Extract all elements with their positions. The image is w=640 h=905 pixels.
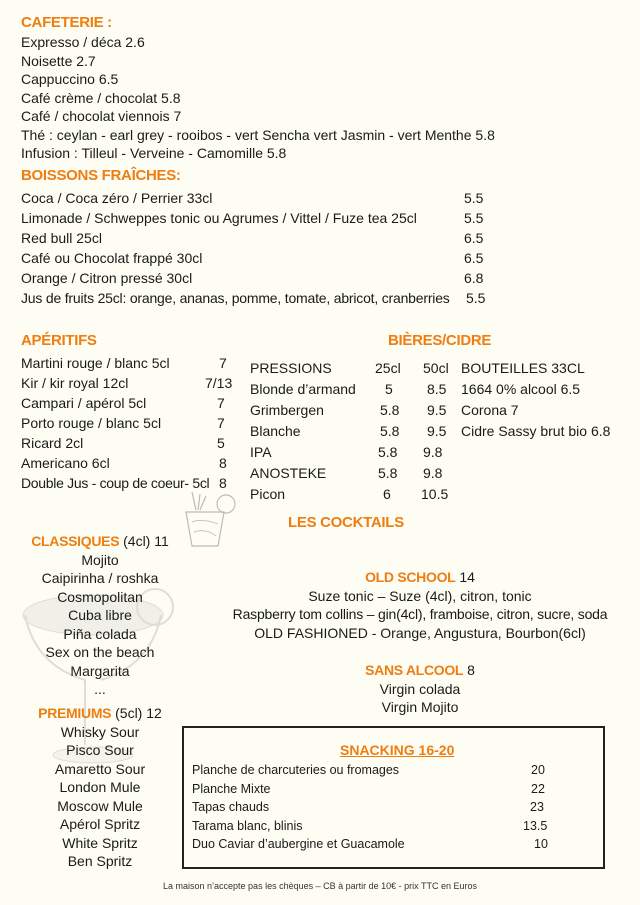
old-school-heading: OLD SCHOOL bbox=[365, 569, 456, 585]
pression-25: 5.8 bbox=[380, 402, 400, 418]
old-school-item: Suze tonic – Suze (4cl), citron, tonic bbox=[308, 587, 532, 604]
classiques-heading: CLASSIQUES bbox=[31, 533, 120, 549]
pression-25: 5.8 bbox=[380, 423, 400, 439]
aperitif-price: 5 bbox=[217, 435, 225, 451]
classique-item: Cuba libre bbox=[68, 607, 132, 623]
sans-alcool-section bbox=[200, 661, 640, 717]
premiums-price: (5cl) 12 bbox=[111, 705, 162, 721]
premium-item: Ben Spritz bbox=[67, 853, 133, 869]
premium-item: Whisky Sour bbox=[60, 723, 140, 740]
cafeterie-list bbox=[21, 33, 495, 163]
pressions-col-50cl: 50cl bbox=[423, 360, 449, 376]
aperitif-name: Porto rouge / blanc 5cl bbox=[21, 415, 162, 431]
premiums-section bbox=[10, 704, 190, 871]
cafeterie-item: Thé : ceylan - earl grey - rooibos - vert Sencha vert Jasmin - vert Menthe 5.8 bbox=[21, 126, 495, 143]
sans-alcool-heading: SANS ALCOOL bbox=[365, 662, 464, 678]
snack-name: Tarama blanc, blinis bbox=[192, 819, 303, 833]
footer-note: La maison n’accepte pas les chèques – CB à partir de 10€ - prix TTC en Euros bbox=[163, 881, 477, 891]
pression-50: 9.5 bbox=[427, 402, 447, 418]
pression-25: 5 bbox=[385, 381, 393, 397]
bouteille-item: Corona 7 bbox=[461, 402, 519, 418]
pression-25: 5.8 bbox=[378, 465, 398, 481]
cafeterie-item: Café crème / chocolat 5.8 bbox=[21, 89, 181, 106]
aperitif-price: 7 bbox=[219, 355, 227, 371]
bouteille-item: Cidre Sassy brut bio 6.8 bbox=[461, 423, 611, 439]
aperitif-price: 8 bbox=[219, 455, 227, 471]
premiums-heading: PREMIUMS bbox=[38, 705, 112, 721]
cafeterie-item: Café / chocolat viennois 7 bbox=[21, 108, 182, 124]
boissons-item-name: Orange / Citron pressé 30cl bbox=[21, 270, 193, 286]
snack-name: Planche Mixte bbox=[192, 782, 271, 796]
premium-item: Moscow Mule bbox=[57, 797, 143, 814]
aperitif-price: 7 bbox=[217, 395, 225, 411]
cafeterie-heading: CAFETERIE : bbox=[21, 14, 112, 31]
snack-price: 10 bbox=[534, 837, 548, 851]
classique-item: Cosmopolitan bbox=[57, 588, 143, 605]
boissons-item-name: Café ou Chocolat frappé 30cl bbox=[21, 250, 203, 266]
cocktails-heading: LES COCKTAILS bbox=[288, 514, 404, 531]
pressions-header: PRESSIONS bbox=[250, 360, 332, 376]
classique-item: Mojito bbox=[81, 551, 119, 568]
snack-name: Planche de charcuteries ou fromages bbox=[192, 763, 400, 777]
boissons-item-name: Coca / Coca zéro / Perrier 33cl bbox=[21, 190, 213, 206]
sans-alcool-item: Virgin Mojito bbox=[381, 699, 459, 715]
snack-price: 20 bbox=[531, 763, 545, 777]
aperitif-price: 8 bbox=[219, 475, 227, 491]
pressions-col-25cl: 25cl bbox=[375, 360, 401, 376]
pression-50: 10.5 bbox=[421, 486, 449, 502]
old-school-price: 14 bbox=[455, 569, 475, 585]
classique-item: ... bbox=[94, 681, 106, 697]
aperitif-name: Kir / kir royal 12cl bbox=[21, 375, 129, 391]
premium-item: London Mule bbox=[59, 779, 141, 795]
classiques-section bbox=[10, 532, 190, 699]
pression-name: Grimbergen bbox=[250, 402, 324, 418]
pression-50: 9.8 bbox=[423, 444, 443, 460]
snack-price: 23 bbox=[530, 800, 544, 814]
old-school-item: OLD FASHIONED - Orange, Angustura, Bourbon(6cl) bbox=[254, 624, 586, 641]
pression-50: 9.8 bbox=[423, 465, 443, 481]
pression-name: Blonde d’armand bbox=[250, 381, 356, 397]
premium-item: Pisco Sour bbox=[66, 742, 134, 758]
snack-price: 22 bbox=[531, 782, 545, 796]
classiques-price: (4cl) 11 bbox=[119, 533, 169, 549]
aperitif-name: Martini rouge / blanc 5cl bbox=[21, 355, 170, 371]
aperitif-name: Double Jus - coup de coeur- 5cl bbox=[21, 475, 210, 491]
snack-price: 13.5 bbox=[523, 819, 548, 833]
snack-name: Duo Caviar d’aubergine et Guacamole bbox=[192, 837, 405, 851]
snack-name: Tapas chauds bbox=[192, 800, 270, 814]
boissons-item-name: Jus de fruits 25cl: orange, ananas, pomme, tomate, abricot, cranberries bbox=[21, 290, 450, 306]
boissons-item-price: 6.8 bbox=[464, 270, 484, 286]
bieres-heading: BIÈRES/CIDRE bbox=[388, 332, 492, 349]
cafeterie-item: Infusion : Tilleul - Verveine - Camomille 5.8 bbox=[21, 145, 287, 161]
cafeterie-item: Expresso / déca 2.6 bbox=[21, 34, 145, 50]
premium-item: Amaretto Sour bbox=[54, 760, 146, 777]
snacking-box bbox=[182, 726, 605, 869]
aperitifs-heading: APÉRITIFS bbox=[21, 332, 97, 349]
pression-25: 5.8 bbox=[378, 444, 398, 460]
cafeterie-item: Cappuccino 6.5 bbox=[21, 71, 119, 87]
pression-name: Picon bbox=[250, 486, 286, 502]
boissons-item-price: 6.5 bbox=[464, 230, 484, 246]
boissons-item-name: Limonade / Schweppes tonic ou Agrumes / Vittel / Fuze tea 25cl bbox=[21, 210, 417, 226]
aperitif-price: 7 bbox=[217, 415, 225, 431]
sans-alcool-item: Virgin colada bbox=[379, 680, 461, 697]
aperitif-price: 7/13 bbox=[205, 375, 233, 391]
boissons-item-price: 5.5 bbox=[464, 210, 484, 226]
boissons-item-price: 6.5 bbox=[464, 250, 484, 266]
bouteilles-header: BOUTEILLES 33CL bbox=[461, 360, 585, 376]
old-school-section bbox=[200, 568, 640, 642]
pression-50: 9.5 bbox=[427, 423, 447, 439]
boissons-item-price: 5.5 bbox=[464, 190, 484, 206]
classique-item: Caipirinha / roshka bbox=[41, 570, 159, 586]
aperitif-name: Americano 6cl bbox=[21, 455, 110, 471]
pression-name: ANOSTEKE bbox=[250, 465, 327, 481]
sans-alcool-price: 8 bbox=[463, 662, 475, 678]
pression-name: IPA bbox=[250, 444, 272, 460]
cafeterie-item: Noisette 2.7 bbox=[21, 52, 96, 69]
aperitif-name: Ricard 2cl bbox=[21, 435, 84, 451]
boissons-item-name: Red bull 25cl bbox=[21, 230, 102, 246]
aperitif-name: Campari / apérol 5cl bbox=[21, 395, 147, 411]
pression-name: Blanche bbox=[250, 423, 301, 439]
classique-item: Sex on the beach bbox=[45, 644, 155, 660]
old-school-item: Raspberry tom collins – gin(4cl), framboise, citron, sucre, soda bbox=[232, 606, 608, 622]
snacking-heading: SNACKING 16-20 bbox=[340, 742, 455, 758]
premium-item: Apérol Spritz bbox=[59, 816, 141, 832]
boissons-heading: BOISSONS FRAÎCHES: bbox=[21, 167, 181, 184]
classique-item: Margarita bbox=[70, 662, 130, 679]
classique-item: Piña colada bbox=[63, 625, 137, 642]
boissons-item-price: 5.5 bbox=[466, 290, 486, 306]
pression-25: 6 bbox=[383, 486, 391, 502]
pression-50: 8.5 bbox=[427, 381, 447, 397]
premium-item: White Spritz bbox=[62, 834, 138, 851]
bouteille-item: 1664 0% alcool 6.5 bbox=[461, 381, 581, 397]
